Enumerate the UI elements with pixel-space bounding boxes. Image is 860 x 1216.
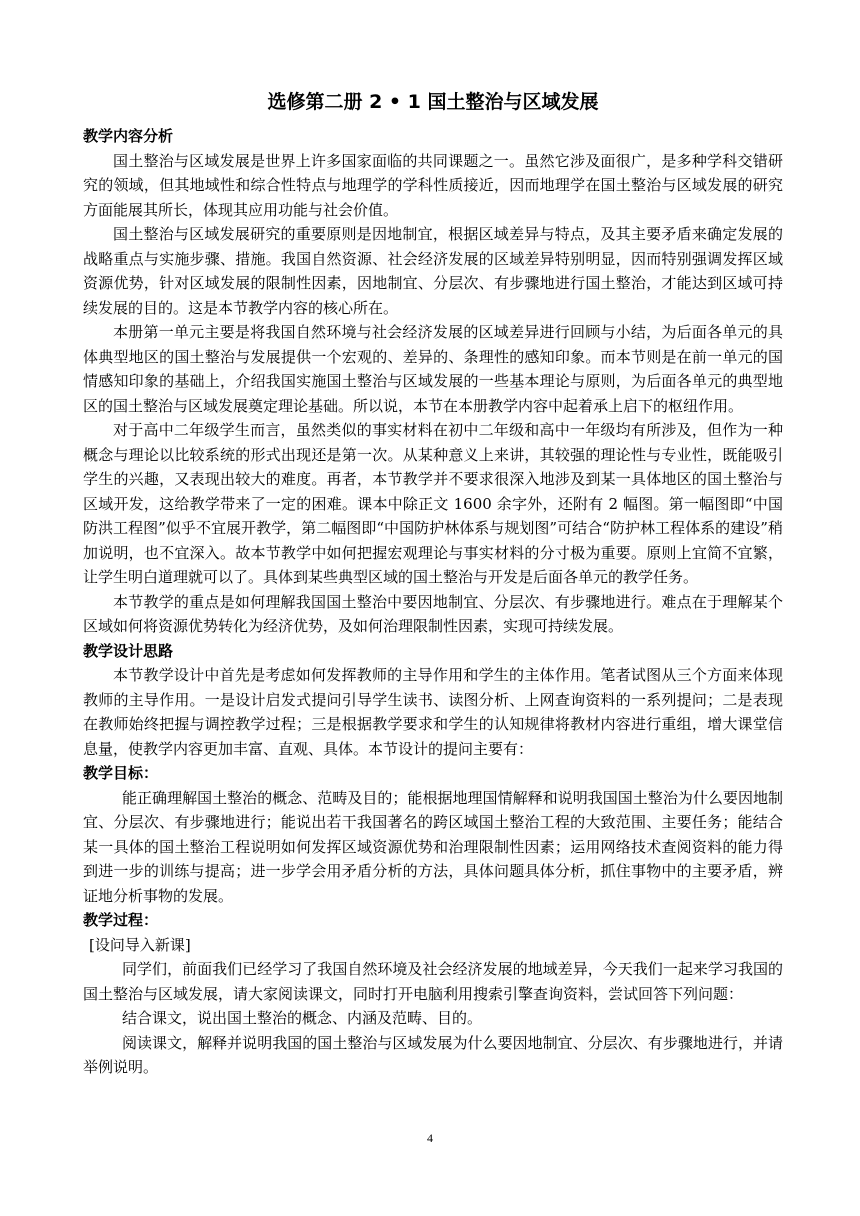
process-question-1: 结合课文，说出国土整治的概念、内涵及范畴、目的。	[122, 1009, 483, 1027]
analysis-paragraph-1: 国土整治与区域发展是世界上许多国家面临的共同课题之一。虽然它涉及面很广，是多种学科交错研究的领域，但其地域性和综合性特点与地理学的学科性质接近，因而地理学在国土整治与区域发展的研究方面能展其所长，体现其应用功能与社会价值。	[83, 151, 783, 219]
process-subheading: [设问导入新课]	[89, 935, 191, 954]
page-title: 选修第二册 2 • 1 国土整治与区域发展	[267, 91, 599, 113]
design-paragraph: 本节教学设计中首先是考虑如何发挥教师的主导作用和学生的主体作用。笔者试图从三个方面来体现教师的主导作用。一是设计启发式提问引导学生读书、读图分析、上网查询资料的一系列提问；二是表现在教师始终把握与调控教学过程；三是根据教学要求和学生的认知规律将教材内容进行重组，增大课堂信息量，使教学内容更加丰富、直观、具体。本节设计的提问主要有：	[83, 666, 783, 758]
process-paragraph-1: 同学们，前面我们已经学习了我国自然环境及社会经济发展的地域差异，今天我们一起来学习我国的国土整治与区域发展，请大家阅读课文，同时打开电脑利用搜索引擎查询资料，尝试回答下列问题：	[83, 960, 783, 1003]
analysis-heading: 教学内容分析	[83, 127, 174, 145]
goals-heading: 教学目标：	[83, 764, 159, 782]
process-question-2: 阅读课文，解释并说明我国的国土整治与区域发展为什么要因地制宜、分层次、有步骤地进行，并请举例说明。	[83, 1033, 783, 1076]
analysis-paragraph-3: 本册第一单元主要是将我国自然环境与社会经济发展的区域差异进行回顾与小结，为后面各单元的具体典型地区的国土整治与发展提供一个宏观的、差异的、条理性的感知印象。而本节则是在前一单元的国情感知印象的基础上，介绍我国实施国土整治与区域发展的一些基本理论与原则，为后面各单元的典型地区的国土整治与区域发展奠定理论基础。所以说，本节在本册教学内容中起着承上启下的枢纽作用。	[83, 323, 783, 415]
page-number: 4	[427, 1131, 433, 1145]
analysis-paragraph-2: 国土整治与区域发展研究的重要原则是因地制宜，根据区域差异与特点，及其主要矛盾来确定发展的战略重点与实施步骤、措施。我国自然资源、社会经济发展的区域差异特别明显，因而特别强调发挥区域资源优势，针对区域发展的限制性因素，因地制宜、分层次、有步骤地进行国土整治，才能达到区域可持续发展的目的。这是本节教学内容的核心所在。	[83, 225, 783, 317]
process-heading: 教学过程：	[83, 911, 159, 929]
design-heading: 教学设计思路	[83, 641, 174, 660]
analysis-paragraph-4: 对于高中二年级学生而言，虽然类似的事实材料在初中二年级和高中一年级均有所涉及，但作为一种概念与理论以比较系统的形式出现还是第一次。从某种意义上来讲，其较强的理论性与专业性，既能吸引学生的兴趣，又表现出较大的难度。再者，本节教学并不要求很深入地涉及到某一具体地区的国土整治与区域开发，这给教学带来了一定的困难。课本中除正文 1600 余字外，还附有 2 幅图。第一幅图即“中国防洪工程图”似乎不宜展开教学，第二幅图即“中国防护林体系与规划图”可结合“防护林工程体系的建设”稍加说明，也不宜深入。故本节教学中如何把握宏观理论与事实材料的分寸极为重要。原则上宜简不宜繁，让学生明白道理就可以了。具体到某些典型区域的国土整治与开发是后面各单元的教学任务。	[83, 421, 783, 586]
document-page	[83, 88, 783, 1080]
goals-paragraph: 能正确理解国土整治的概念、范畴及目的；能根据地理国情解释和说明我国国土整治为什么要因地制宜、分层次、有步骤地进行；能说出若干我国著名的跨区域国土整治工程的大致范围、主要任务；能结合某一具体的国土整治工程说明如何发挥区域资源优势和治理限制性因素；运用网络技术查阅资料的能力得到进一步的训练与提高；进一步学会用矛盾分析的方法，具体问题具体分析，抓住事物中的主要矛盾，辨证地分析事物的发展。	[83, 788, 783, 905]
analysis-paragraph-5: 本节教学的重点是如何理解我国国土整治中要因地制宜、分层次、有步骤地进行。难点在于理解某个区域如何将资源优势转化为经济优势，及如何治理限制性因素，实现可持续发展。	[83, 592, 783, 635]
